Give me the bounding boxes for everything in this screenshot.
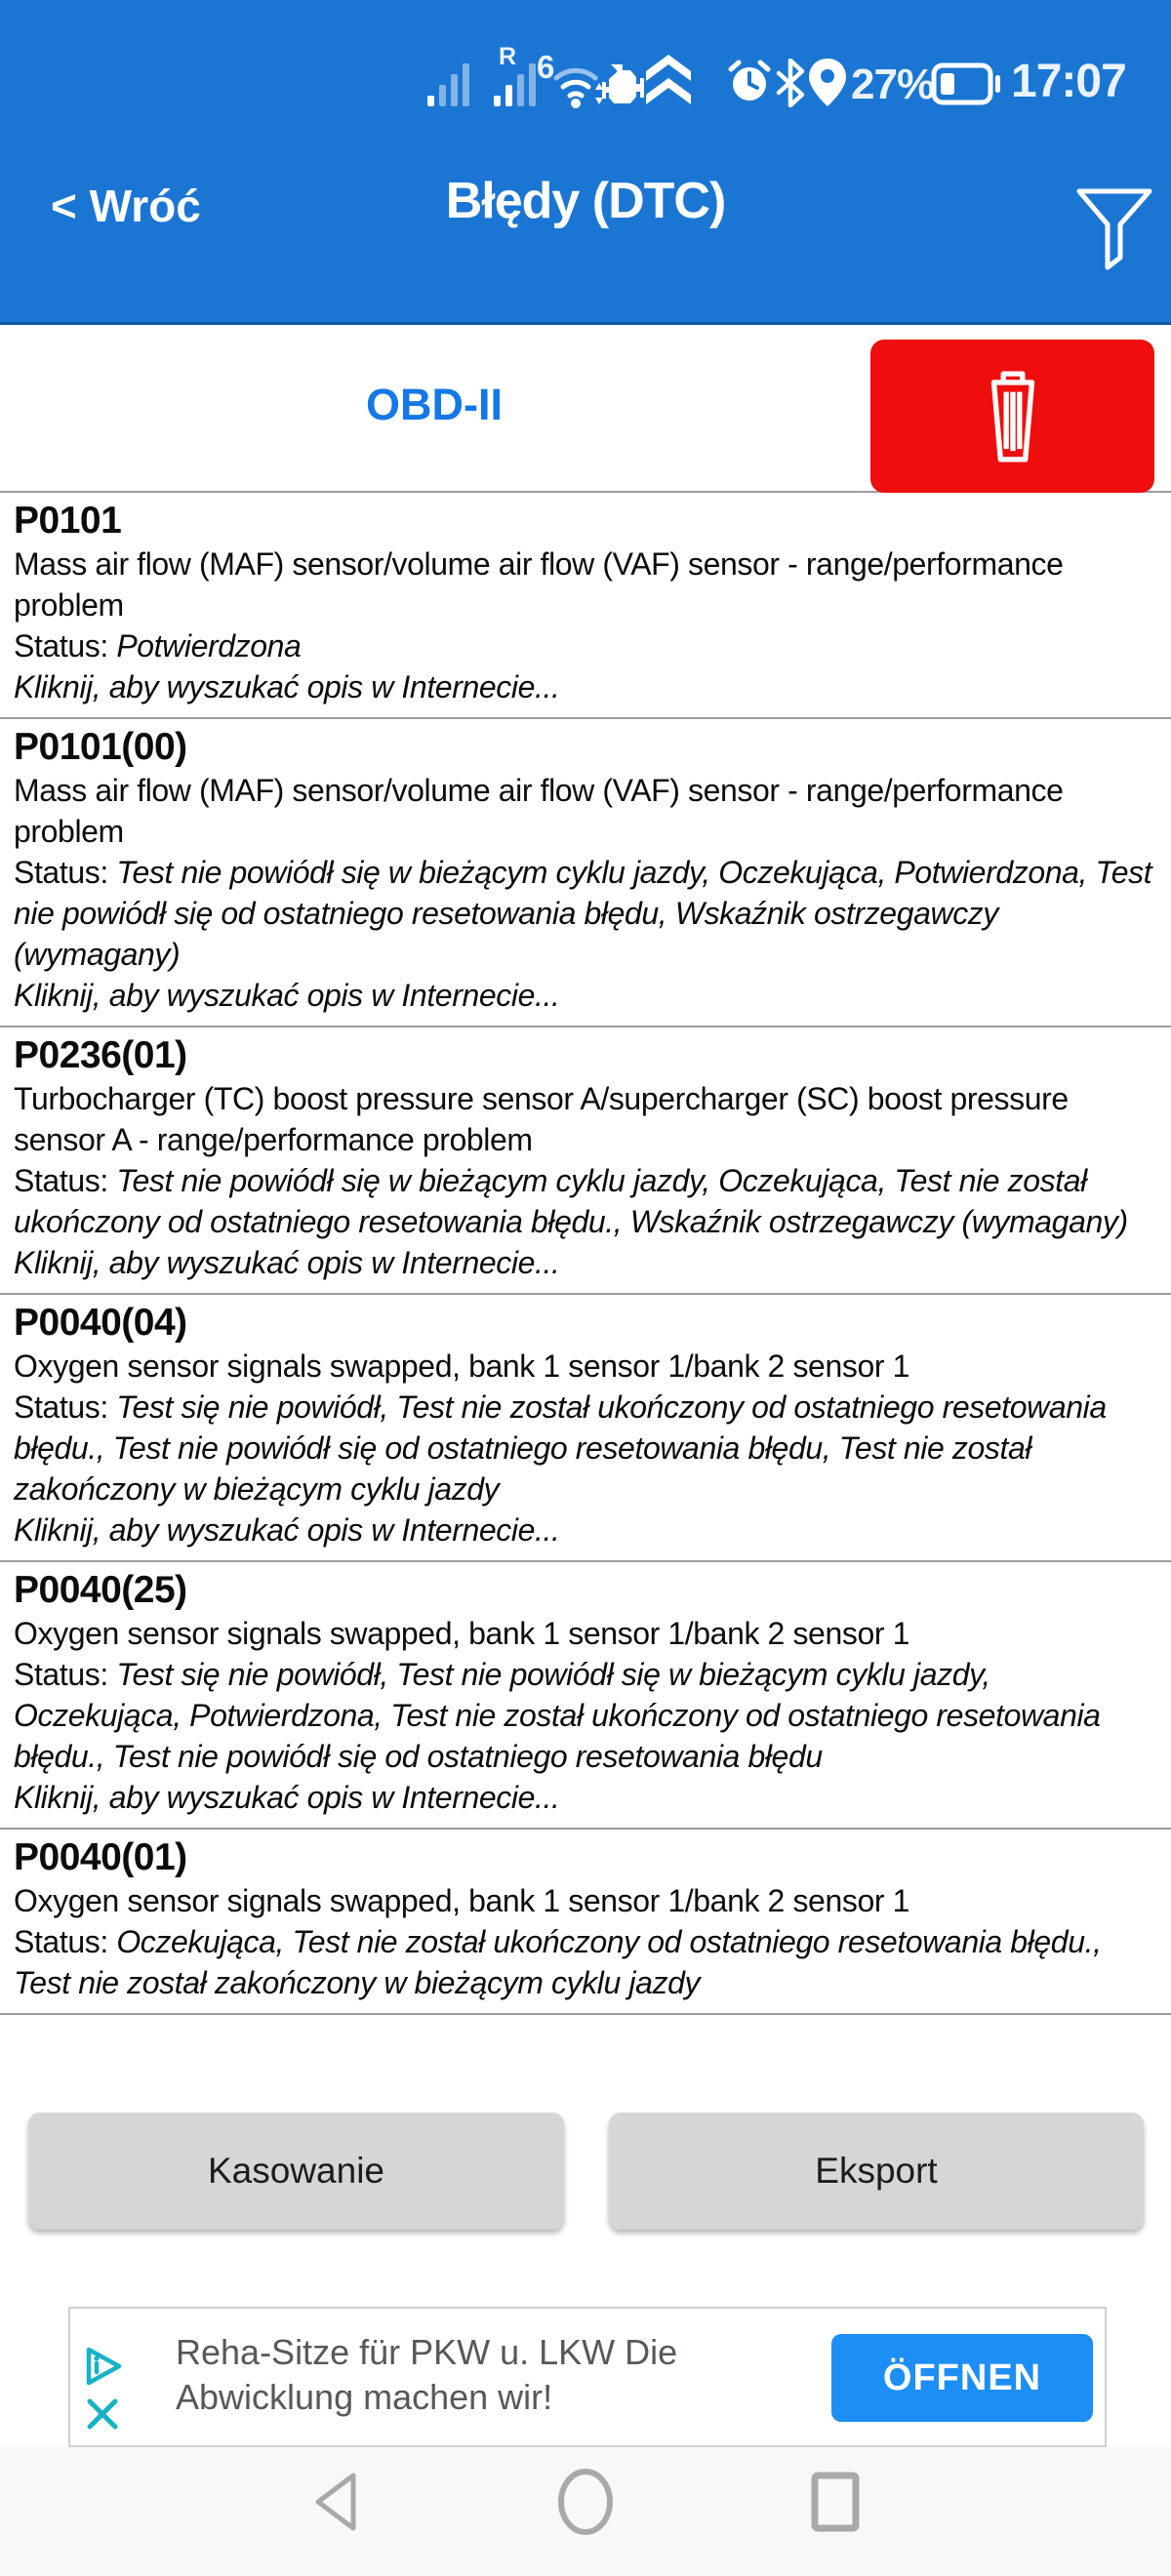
- dtc-status-label: Status:: [14, 628, 117, 664]
- dtc-list: [0, 493, 1171, 2062]
- export-button[interactable]: Eksport: [609, 2113, 1144, 2230]
- dtc-status-label: Status:: [14, 1924, 117, 1959]
- dtc-status-value: Test nie powiódł się w bieżącym cyklu jazdy, Oczekująca, Potwierdzona, Test nie powiódł się od ostatniego resetowania błędu, Wskaźnik ostrzegawczy (wymagany): [14, 855, 1152, 972]
- delete-all-button[interactable]: [870, 340, 1154, 493]
- nav-recents-icon[interactable]: [808, 2471, 863, 2533]
- dtc-description: Turbocharger (TC) boost pressure sensor A/supercharger (SC) boost pressure sensor A - range/performance problem: [14, 1081, 1069, 1157]
- tab-bar: [0, 325, 1171, 493]
- clear-codes-button[interactable]: Kasowanie: [28, 2113, 564, 2230]
- dtc-entry[interactable]: [0, 1562, 1171, 1830]
- dtc-status: [14, 625, 1155, 666]
- battery-icon: [931, 62, 1003, 105]
- back-button[interactable]: < Wróć: [51, 181, 201, 231]
- dtc-entry[interactable]: [0, 1830, 1171, 2015]
- dtc-search-link[interactable]: Kliknij, aby wyszukać opis w Internecie...: [14, 978, 560, 1013]
- dtc-search-link[interactable]: Kliknij, aby wyszukać opis w Internecie...: [14, 1780, 560, 1815]
- android-nav-bar: [0, 2447, 1171, 2576]
- dtc-entry[interactable]: [0, 1027, 1171, 1295]
- clock-label: 17:07: [1011, 56, 1126, 107]
- dtc-description: Oxygen sensor signals swapped, bank 1 sensor 1/bank 2 sensor 1: [14, 1616, 909, 1651]
- adchoices-icon[interactable]: [82, 2344, 127, 2389]
- location-pin-icon: [808, 59, 847, 107]
- roaming-indicator: R: [499, 43, 517, 70]
- ad-banner: [68, 2307, 1107, 2447]
- dtc-entry[interactable]: [0, 493, 1171, 719]
- dtc-description: Mass air flow (MAF) sensor/volume air flow (VAF) sensor - range/performance problem: [14, 546, 1064, 623]
- dtc-search-link[interactable]: Kliknij, aby wyszukać opis w Internecie...: [14, 669, 560, 704]
- dtc-code: P0040(25): [14, 1569, 187, 1611]
- double-chevron-up-icon: [646, 55, 691, 107]
- ad-text[interactable]: [176, 2330, 781, 2420]
- check-engine-icon: [597, 62, 644, 103]
- signal-bars-icon: [427, 60, 472, 107]
- bluetooth-icon: [775, 59, 806, 107]
- dtc-search-link[interactable]: Kliknij, aby wyszukać opis w Internecie...: [14, 1245, 560, 1280]
- filter-icon[interactable]: [1070, 183, 1159, 277]
- dtc-status-label: Status:: [14, 1389, 117, 1425]
- ad-text-line2: Abwicklung machen wir!: [176, 2377, 553, 2417]
- dtc-status: [14, 1387, 1155, 1509]
- dtc-code: P0101: [14, 500, 122, 542]
- top-bar: [0, 0, 1171, 325]
- dtc-entry[interactable]: [0, 1295, 1171, 1562]
- ad-open-button[interactable]: ÖFFNEN: [831, 2334, 1093, 2422]
- dtc-code: P0236(01): [14, 1034, 187, 1076]
- dtc-status-label: Status:: [14, 1163, 117, 1198]
- dtc-status-value: Potwierdzona: [116, 628, 302, 664]
- status-bar: [0, 0, 1171, 123]
- dtc-description: Oxygen sensor signals swapped, bank 1 sensor 1/bank 2 sensor 1: [14, 1348, 909, 1384]
- dtc-code: P0040(04): [14, 1302, 187, 1344]
- battery-percent-label: 27%: [851, 60, 935, 108]
- dtc-code: P0101(00): [14, 726, 187, 768]
- dtc-status-value: Test się nie powiódł, Test nie powiódł się w bieżącym cyklu jazdy, Oczekująca, Potwierdzona, Test nie został ukończony od ostatniego resetowania błędu., Test nie powiódł się od ostatniego resetowania błędu: [14, 1657, 1101, 1774]
- dtc-search-link[interactable]: Kliknij, aby wyszukać opis w Internecie...: [14, 1512, 560, 1548]
- dtc-status-value: Test nie powiódł się w bieżącym cyklu jazdy, Oczekująca, Test nie został ukończony od ostatniego resetowania błędu., Wskaźnik ostrzegawczy (wymagany): [14, 1163, 1128, 1239]
- page-title: Błędy (DTC): [445, 173, 726, 229]
- signal-bars-2-icon: [494, 60, 539, 107]
- tab-obd2[interactable]: OBD-II: [366, 380, 503, 429]
- ad-text-line1: Reha-Sitze für PKW u. LKW Die: [176, 2332, 678, 2372]
- dtc-description: Mass air flow (MAF) sensor/volume air flow (VAF) sensor - range/performance problem: [14, 773, 1064, 849]
- dtc-status: [14, 1654, 1155, 1777]
- dtc-status-value: Test się nie powiódł, Test nie został ukończony od ostatniego resetowania błędu., Test nie powiódł się od ostatniego resetowania błędu, Test nie został zakończony w bieżącym cyklu jazdy: [14, 1389, 1107, 1507]
- dtc-status: [14, 1921, 1155, 2003]
- dtc-code: P0040(01): [14, 1836, 187, 1878]
- alarm-clock-icon: [726, 59, 773, 105]
- dtc-status-value: Oczekująca, Test nie został ukończony od ostatniego resetowania błędu., Test nie został zakończony w bieżącym cyklu jazdy: [14, 1924, 1102, 2000]
- dtc-status: [14, 852, 1155, 975]
- dtc-status-label: Status:: [14, 1657, 117, 1692]
- header: [0, 123, 1171, 322]
- ad-close-icon[interactable]: [85, 2396, 120, 2432]
- network-generation-label: 6: [537, 49, 555, 85]
- nav-home-icon[interactable]: [556, 2468, 615, 2536]
- dtc-entry[interactable]: [0, 719, 1171, 1027]
- dtc-status: [14, 1160, 1155, 1242]
- dtc-status-label: Status:: [14, 855, 117, 890]
- dtc-description: Oxygen sensor signals swapped, bank 1 sensor 1/bank 2 sensor 1: [14, 1883, 909, 1918]
- nav-back-icon[interactable]: [308, 2471, 363, 2533]
- trash-icon: [975, 365, 1051, 468]
